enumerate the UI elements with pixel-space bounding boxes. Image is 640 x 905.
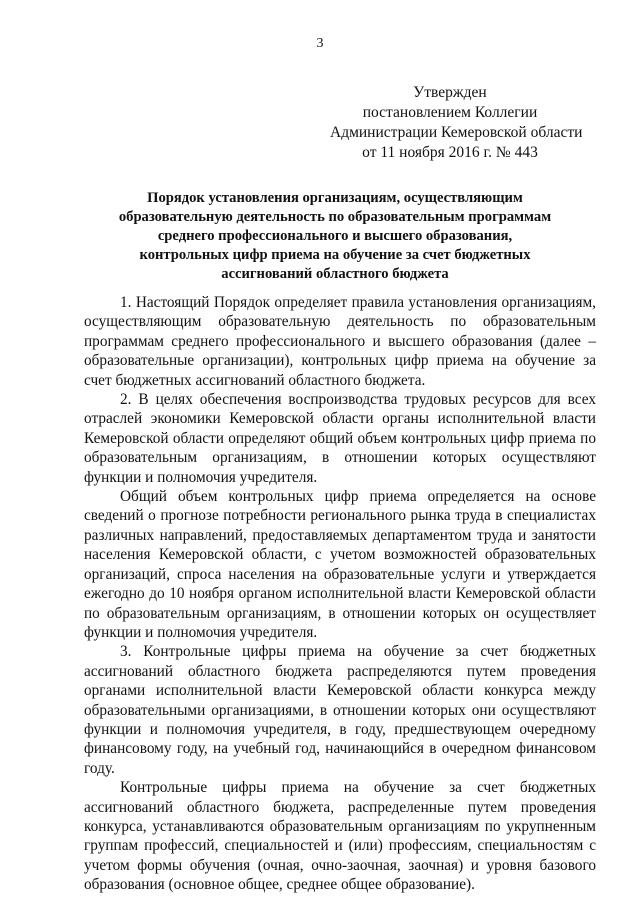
paragraph-4: 3. Контрольные цифры приема на обучение за счет бюджетных ассигнований областного бюджета распределяются путем проведения органами исполнительной власти Кемеровской области конкурса между образовательными организациями, в отношении которых они осуществляют функции и полномочия учредителя, в году, предшествующем очередному финансовому году, на учебный год, начинающийся в очередном финансовом году. <box>84 643 596 777</box>
paragraph-1: 1. Настоящий Порядок определяет правила установления организациям, осуществляющим образовательную деятельность по образовательным программам среднего профессионального и высшего образования (далее – образовательные организации), контрольных цифр приема на обучение за счет бюджетных ассигнований областного бюджета. <box>84 294 596 389</box>
paragraph-2: 2. В целях обеспечения воспроизводства трудовых ресурсов для всех отраслей экономики Кемеровской области органы исполнительной власти Кемеровской области определяют общий объем контрольных цифр приема по образовательным организациям, в отношении которых осуществляют функции и полномочия учредителя. <box>84 391 596 486</box>
title-line: контрольных цифр приема на обучение за счет бюджетных <box>139 247 531 263</box>
paragraph-5: Контрольные цифры приема на обучение за счет бюджетных ассигнований областного бюджета, распределенные путем проведения конкурса, устанавливаются образовательным организациям по укрупненным группам профессий, специальностей и (или) профессиям, специальностям с учетом формы обучения (очная, очно-заочная, заочная) и уровня базового образования (основное общее, среднее общее образование). <box>84 779 596 894</box>
approval-line: постановлением Коллегии <box>362 104 538 121</box>
title-line: ассигнований областного бюджета <box>221 266 449 282</box>
document-title <box>95 189 575 284</box>
title-line: Порядок установления организациям, осуществляющим <box>147 190 523 206</box>
paragraph-3: Общий объем контрольных цифр приема определяется на основе сведений о прогнозе потребности регионального рынка труда в специалистах различных направлений, предоставляемых департаментом труда и занятости населения Кемеровской области, с учетом возможностей образовательных организаций, спроса населения на образовательные услуги и утверждается ежегодно до 10 ноября органом исполнительной власти Кемеровской области по образовательным организациям, в отношении которых он осуществляет функции и полномочия учредителя. <box>84 488 596 641</box>
document-body <box>84 293 596 895</box>
page-number: 3 <box>316 36 324 51</box>
approval-block <box>330 83 583 163</box>
approval-line: Администрации Кемеровской области <box>330 124 583 141</box>
title-line: образовательную деятельность по образовательным программам <box>118 209 552 225</box>
title-line: среднего профессионального и высшего образования, <box>157 228 513 244</box>
approval-line: от 11 ноября 2016 г. № 443 <box>362 144 538 161</box>
approval-line: Утвержден <box>413 84 487 101</box>
